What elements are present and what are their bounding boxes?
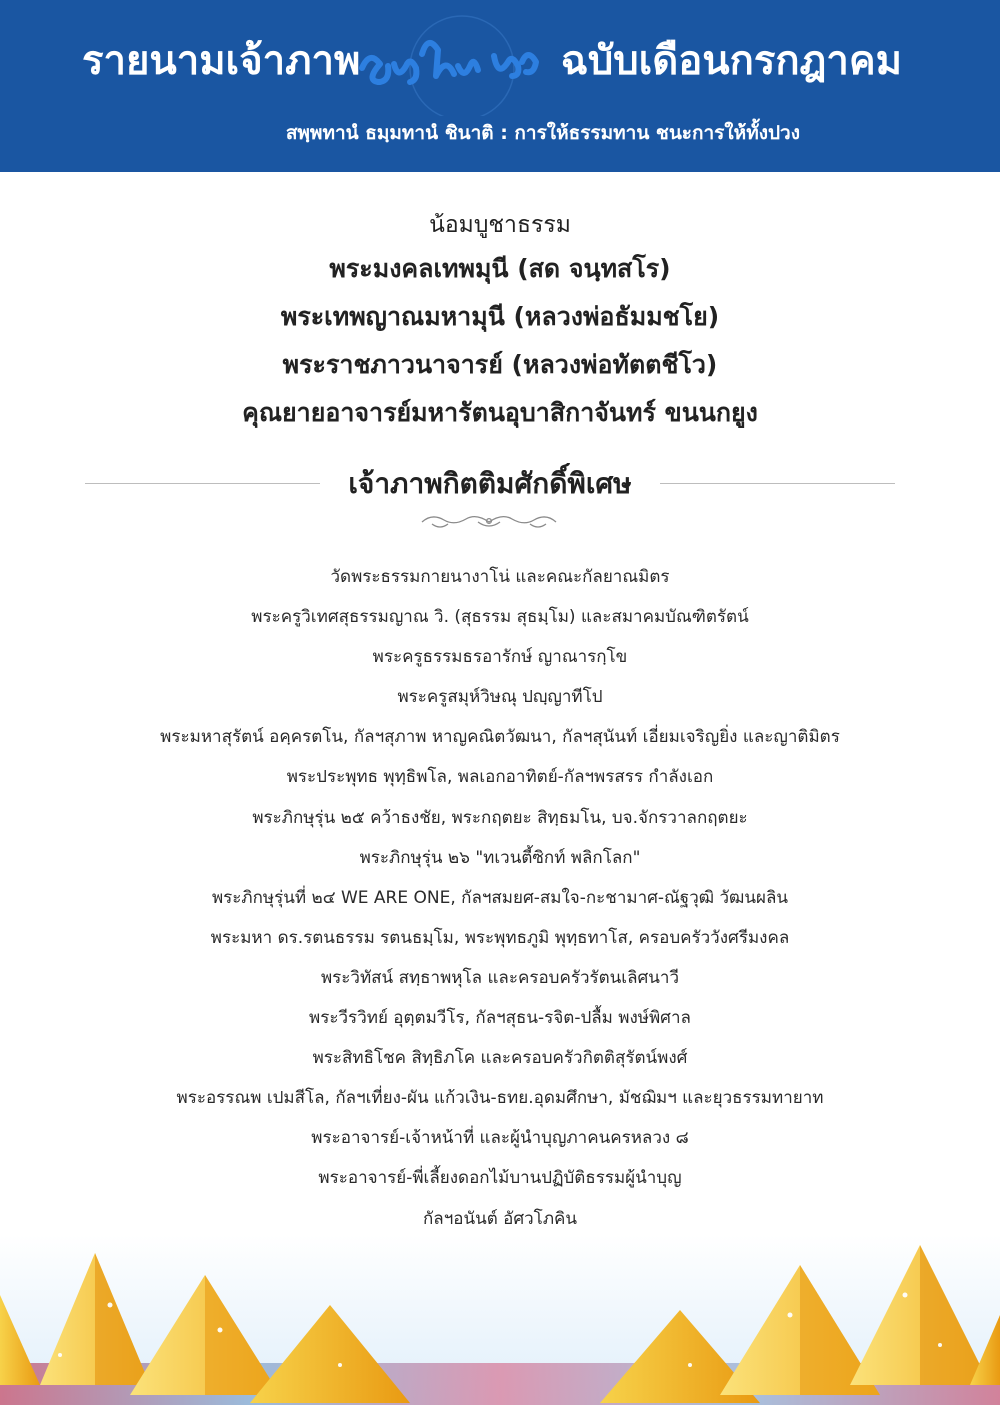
honor-name: พระราชภาวนาจารย์ (หลวงพ่อทัตตชีโว) bbox=[282, 350, 718, 379]
section-heading bbox=[85, 458, 895, 508]
donor-item: พระภิกษุรุ่น ๒๕ คว้าธงชัย, พระกฤตยะ สิทฺธมโน, บจ.จักรวาลกฤตยะ bbox=[252, 807, 748, 828]
donor-item: พระอรรณพ เปมสีโล, กัลฯเที่ยง-ผัน แก้วเงิน-ธทย.อุดมศึกษา, มัชฌิมฯ และยุวธรรมทายาท bbox=[176, 1088, 824, 1109]
donor-item: พระครูวิเทศสุธรรมญาณ วิ. (สุธรรม สุธมฺโม) และสมาคมบัณฑิตรัตน์ bbox=[251, 607, 749, 628]
donor-item: พระสิทธิโชค สิทฺธิภโค และครอบครัวกิตติสุรัตน์พงศ์ bbox=[312, 1048, 688, 1069]
donor-item: พระวิทัสน์ สทฺธาพหุโล และครอบครัวรัตนเลิศนาวี bbox=[320, 967, 680, 988]
honor-name: พระเทพญาณมหามุนี (หลวงพ่อธัมมชโย) bbox=[280, 302, 720, 331]
donor-item: พระมหา ดร.รตนธรรม รตนธมฺโม, พระพุทธภูมิ พุทฺธทาโส, ครอบครัววังศรีมงคล bbox=[210, 927, 790, 948]
donor-item: วัดพระธรรมกายนางาโน่ และคณะกัลยาณมิตร bbox=[330, 567, 670, 587]
flourish-ornament-icon bbox=[418, 512, 560, 532]
donor-item: กัลฯอนันต์ อัศวโภคิน bbox=[422, 1208, 578, 1229]
header-title-left: รายนามเจ้าภาพ bbox=[82, 38, 361, 84]
header-banner bbox=[0, 0, 1000, 172]
donor-item: พระอาจารย์-พี่เลี้ยงดอกไม้บานปฏิบัติธรรมผู้นำบุญ bbox=[318, 1168, 682, 1189]
section-heading-text: เจ้าภาพกิตติมศักดิ์พิเศษ bbox=[348, 467, 632, 500]
honor-name: คุณยายอาจารย์มหารัตนอุบาสิกาจันทร์ ขนนกยูง bbox=[242, 398, 758, 427]
donor-item: พระประพุทธ พุทฺธิพโล, พลเอกอาทิตย์-กัลฯพรสรร กำลังเอก bbox=[286, 767, 714, 788]
honor-intro: น้อมบูชาธรรม bbox=[429, 212, 571, 238]
donor-item: พระมหาสุรัตน์ อคฺครตโน, กัลฯสุภาพ หาญคณิตวัฒนา, กัลฯสุนันท์ เอี่ยมเจริญยิ่ง และญาติมิตร bbox=[160, 727, 840, 748]
header-title-right: ฉบับเดือนกรกฎาคม bbox=[560, 38, 902, 84]
donor-list bbox=[0, 557, 1000, 1239]
donor-item: พระภิกษุรุ่น ๒๖ "ทเวนตี้ซิกท์ พลิกโลก" bbox=[359, 847, 641, 868]
donor-item: พระอาจารย์-เจ้าหน้าที่ และผู้นำบุญภาคนครหลวง ๘ bbox=[311, 1128, 689, 1149]
golden-pyramids-illustration bbox=[0, 1235, 1000, 1405]
divider-right bbox=[660, 483, 895, 484]
donor-item: พระวีรวิทย์ อุตฺตมวีโร, กัลฯสุธน-รจิต-ปลื้ม พงษ์พิศาล bbox=[309, 1008, 691, 1029]
logo-icon bbox=[352, 6, 552, 116]
donor-item: พระครูธรรมธรอารักษ์ ญาณารกฺโข bbox=[372, 647, 628, 668]
honor-block bbox=[0, 205, 1000, 437]
donor-item: พระครูสมุห์วิษณุ ปญฺญาทีโป bbox=[397, 687, 603, 708]
honor-name: พระมงคลเทพมุนี (สด จนฺทสโร) bbox=[329, 254, 671, 283]
header-subtitle: สพฺพทานํ ธมฺมทานํ ชินาติ : การให้ธรรมทาน ชนะการให้ทั้งปวง bbox=[285, 122, 800, 144]
donor-item: พระภิกษุรุ่นที่ ๒๔ WE ARE ONE, กัลฯสมยศ-สมใจ-กะชามาศ-ณัฐวุฒิ วัฒนผลิน bbox=[211, 887, 789, 908]
